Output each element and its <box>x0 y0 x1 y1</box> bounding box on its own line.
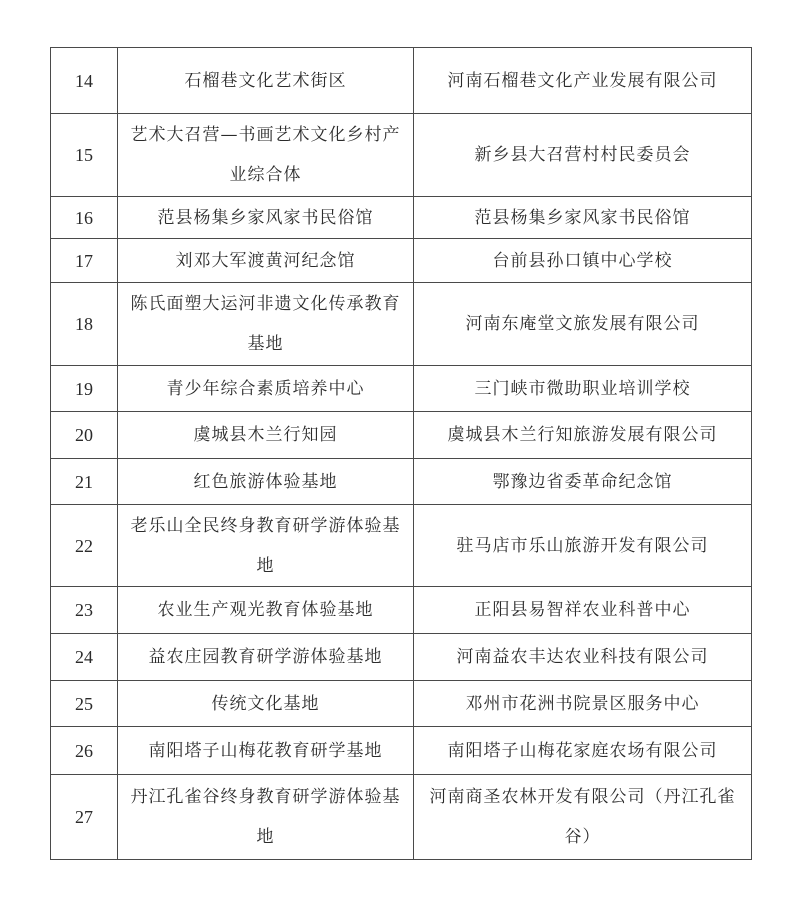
table-row <box>51 587 752 634</box>
operating-organization: 三门峡市微助职业培训学校 <box>414 366 752 412</box>
base-name: 红色旅游体验基地 <box>118 459 414 505</box>
base-name: 石榴巷文化艺术街区 <box>118 48 414 114</box>
base-name: 传统文化基地 <box>118 681 414 727</box>
row-number: 23 <box>51 587 118 634</box>
operating-organization: 鄂豫边省委革命纪念馆 <box>414 459 752 505</box>
base-name: 艺术大召营—书画艺术文化乡村产业综合体 <box>118 114 414 197</box>
row-number: 24 <box>51 634 118 681</box>
table-row <box>51 48 752 114</box>
base-name: 丹江孔雀谷终身教育研学游体验基地 <box>118 775 414 860</box>
operating-organization: 新乡县大召营村村民委员会 <box>414 114 752 197</box>
operating-organization: 台前县孙口镇中心学校 <box>414 239 752 283</box>
operating-organization: 南阳塔子山梅花家庭农场有限公司 <box>414 727 752 775</box>
table-row <box>51 459 752 505</box>
table-row <box>51 197 752 239</box>
base-name: 范县杨集乡家风家书民俗馆 <box>118 197 414 239</box>
base-name: 老乐山全民终身教育研学游体验基地 <box>118 505 414 587</box>
operating-organization: 河南益农丰达农业科技有限公司 <box>414 634 752 681</box>
operating-organization: 虞城县木兰行知旅游发展有限公司 <box>414 412 752 459</box>
table-row <box>51 283 752 366</box>
table-row <box>51 681 752 727</box>
base-name: 刘邓大军渡黄河纪念馆 <box>118 239 414 283</box>
row-number: 16 <box>51 197 118 239</box>
operating-organization: 范县杨集乡家风家书民俗馆 <box>414 197 752 239</box>
operating-organization: 邓州市花洲书院景区服务中心 <box>414 681 752 727</box>
base-list-table <box>50 47 752 860</box>
operating-organization: 河南东庵堂文旅发展有限公司 <box>414 283 752 366</box>
base-name: 益农庄园教育研学游体验基地 <box>118 634 414 681</box>
row-number: 18 <box>51 283 118 366</box>
table-row <box>51 775 752 860</box>
row-number: 17 <box>51 239 118 283</box>
operating-organization: 正阳县易智祥农业科普中心 <box>414 587 752 634</box>
base-name: 青少年综合素质培养中心 <box>118 366 414 412</box>
table-row <box>51 505 752 587</box>
row-number: 19 <box>51 366 118 412</box>
table-row <box>51 412 752 459</box>
row-number: 22 <box>51 505 118 587</box>
row-number: 26 <box>51 727 118 775</box>
operating-organization: 驻马店市乐山旅游开发有限公司 <box>414 505 752 587</box>
base-name: 农业生产观光教育体验基地 <box>118 587 414 634</box>
table-row <box>51 366 752 412</box>
table-row <box>51 239 752 283</box>
row-number: 25 <box>51 681 118 727</box>
base-name: 虞城县木兰行知园 <box>118 412 414 459</box>
row-number: 20 <box>51 412 118 459</box>
table-row <box>51 114 752 197</box>
table-row <box>51 634 752 681</box>
row-number: 21 <box>51 459 118 505</box>
base-name: 南阳塔子山梅花教育研学基地 <box>118 727 414 775</box>
operating-organization: 河南石榴巷文化产业发展有限公司 <box>414 48 752 114</box>
operating-organization: 河南商圣农林开发有限公司（丹江孔雀谷） <box>414 775 752 860</box>
table-row <box>51 727 752 775</box>
row-number: 27 <box>51 775 118 860</box>
base-name: 陈氏面塑大运河非遗文化传承教育基地 <box>118 283 414 366</box>
row-number: 14 <box>51 48 118 114</box>
row-number: 15 <box>51 114 118 197</box>
